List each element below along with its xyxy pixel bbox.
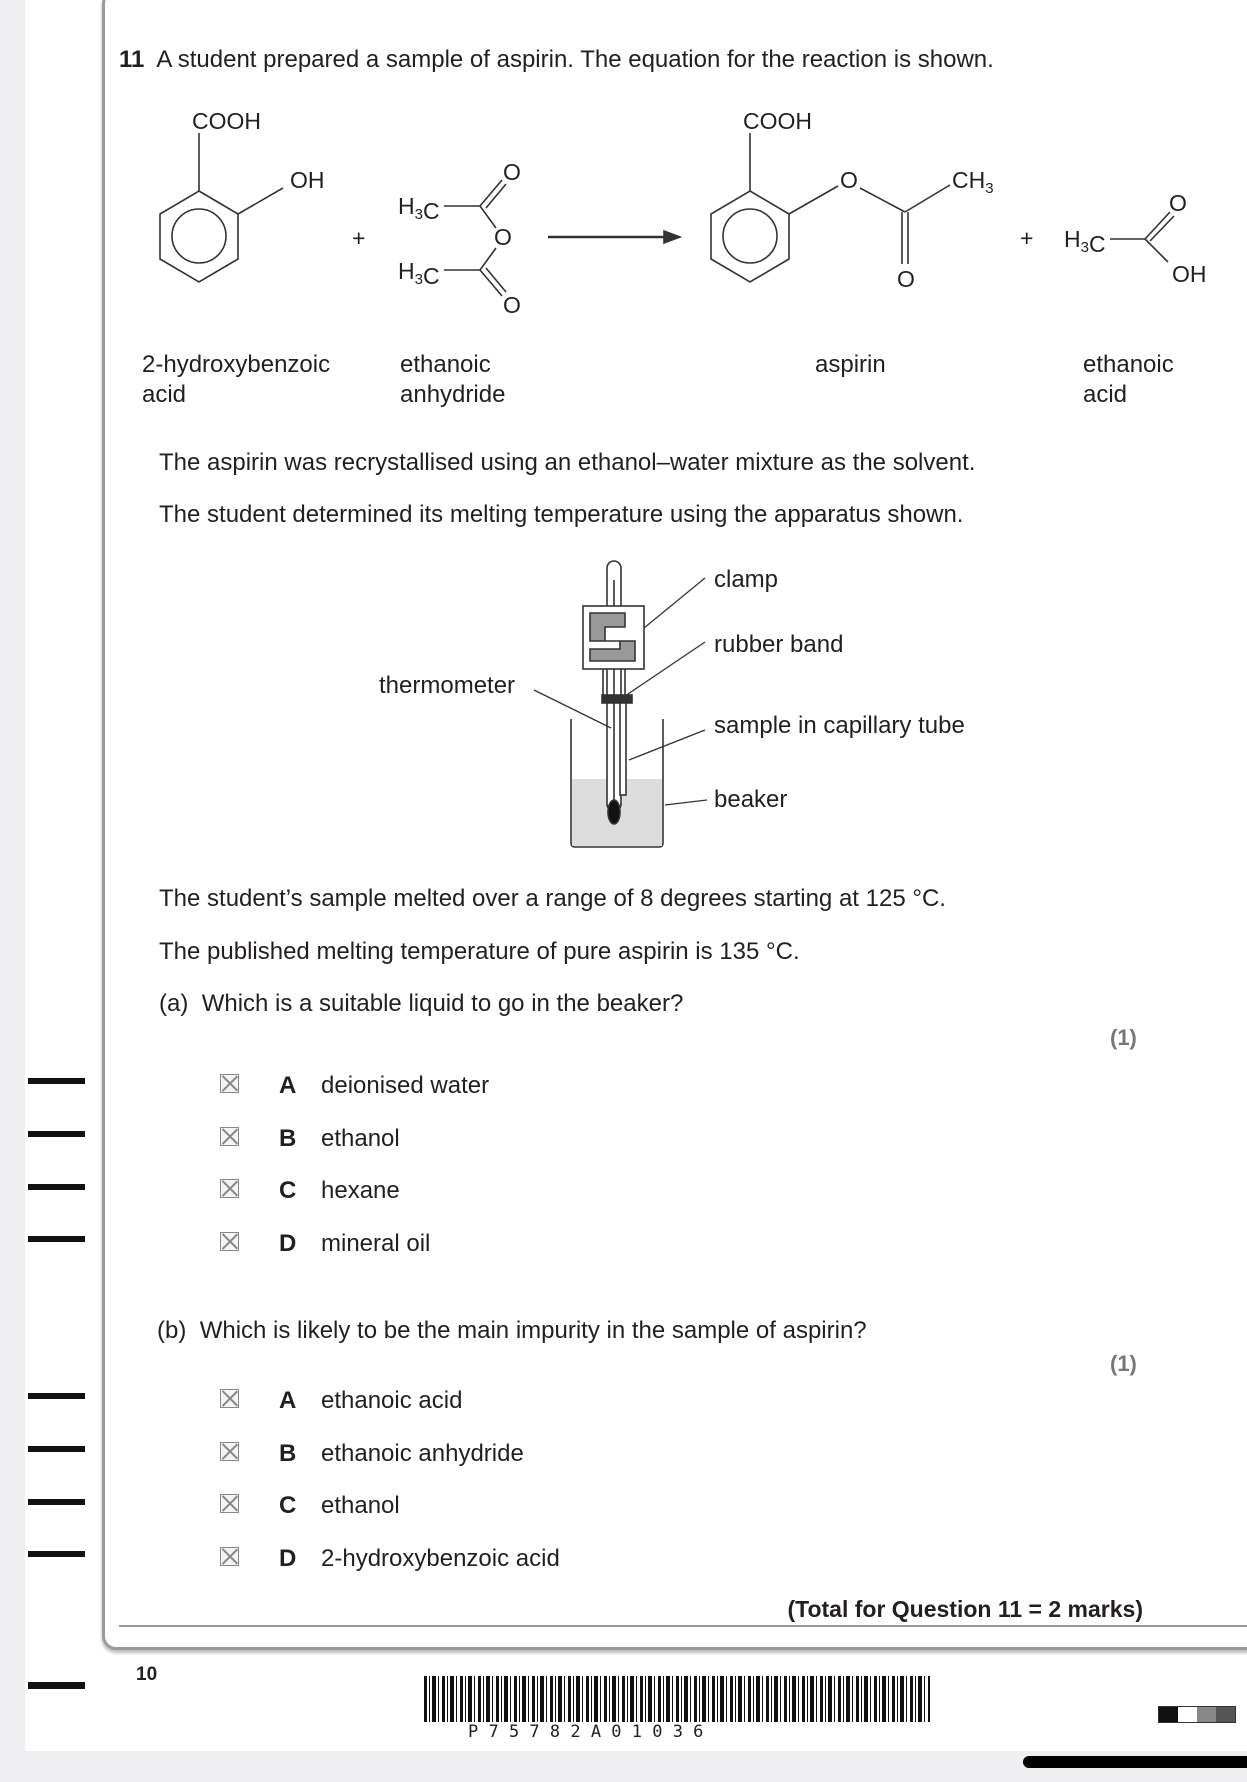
- aspirin-structure: [711, 133, 950, 282]
- option-b-checkbox[interactable]: [220, 1127, 239, 1146]
- part-a-question: [159, 992, 683, 1016]
- plus-sign: +: [1020, 225, 1034, 251]
- option-letter: A: [279, 1072, 297, 1099]
- option-c-checkbox[interactable]: [220, 1179, 239, 1198]
- option-text: mineral oil: [321, 1230, 431, 1257]
- total-marks: (Total for Question 11 = 2 marks): [787, 1596, 1143, 1622]
- question-text: Which is a suitable liquid to go in the beaker?: [201, 990, 684, 1017]
- compound-name: ethanoic: [1083, 351, 1174, 378]
- margin-bar: [28, 1078, 85, 1084]
- o-label: O: [840, 167, 858, 193]
- option-d-checkbox[interactable]: [220, 1232, 239, 1251]
- option-text: ethanoic acid: [321, 1387, 463, 1414]
- option-letter: C: [279, 1177, 297, 1204]
- plus-sign: +: [352, 225, 366, 251]
- ethanoic-acid-structure: [1110, 212, 1174, 262]
- part-label: (b): [157, 1317, 187, 1344]
- beaker-label: beaker: [714, 786, 788, 813]
- page-marker-squares: [1158, 1706, 1236, 1723]
- compound-name: 2-hydroxybenzoic: [142, 351, 331, 378]
- clamp-label: clamp: [714, 566, 779, 593]
- option-letter: B: [279, 1125, 297, 1152]
- o-label: O: [503, 159, 521, 185]
- part-b-question: [157, 1319, 867, 1343]
- option-letter: A: [279, 1387, 297, 1414]
- hydroxybenzoic-structure: [160, 133, 283, 282]
- compound-name: aspirin: [815, 351, 886, 378]
- margin-bar: [28, 1446, 85, 1452]
- margin-bar: [28, 1499, 85, 1505]
- option-d-checkbox[interactable]: [220, 1547, 239, 1566]
- h3c-label: $H_3C$: [398, 258, 440, 289]
- paragraph: The student’s sample melted over a range of 8 degrees starting at 125 °C.: [159, 885, 946, 912]
- question-number: 11: [119, 46, 145, 73]
- option-letter: B: [279, 1440, 297, 1467]
- margin-bar: [28, 1393, 85, 1399]
- option-text: hexane: [321, 1177, 400, 1204]
- option-text: ethanoic anhydride: [321, 1440, 524, 1467]
- capillary-tube: [620, 700, 626, 795]
- option-text: ethanol: [321, 1125, 400, 1152]
- question-text: Which is likely to be the main impurity in the sample of aspirin?: [199, 1317, 867, 1344]
- oh-label: OH: [290, 167, 325, 193]
- margin-bar: [28, 1184, 85, 1190]
- option-text: deionised water: [321, 1072, 490, 1099]
- paragraph: The published melting temperature of pure aspirin is 135 °C.: [159, 938, 800, 965]
- margin-bar: [28, 1551, 85, 1557]
- thermometer-label: thermometer: [379, 672, 516, 699]
- option-c-checkbox[interactable]: [220, 1494, 239, 1513]
- compound-name: acid: [1083, 381, 1128, 408]
- barcode: [424, 1676, 930, 1722]
- marks-label: (1): [1110, 1351, 1137, 1376]
- paragraph: The student determined its melting temperature using the apparatus shown.: [159, 501, 964, 528]
- h3c-label: $H_3C$: [398, 193, 440, 224]
- paragraph: The aspirin was recrystallised using an ethanol–water mixture as the solvent.: [159, 449, 976, 476]
- o-label: O: [494, 224, 512, 250]
- page-number: 10: [136, 1664, 158, 1685]
- rubber-band: [602, 695, 632, 703]
- cooh-label: COOH: [192, 108, 261, 134]
- cooh-label: COOH: [743, 108, 812, 134]
- reaction-arrow: [548, 231, 680, 243]
- reaction-equation: [0, 0, 1247, 330]
- sample-label: sample in capillary tube: [714, 712, 965, 739]
- margin-bar: [28, 1682, 85, 1689]
- option-letter: D: [279, 1545, 297, 1572]
- option-b-checkbox[interactable]: [220, 1442, 239, 1461]
- stem-text: A student prepared a sample of aspirin. The equation for the reaction is shown.: [156, 46, 994, 73]
- margin-bar: [28, 1236, 85, 1242]
- option-a-checkbox[interactable]: [220, 1074, 239, 1093]
- o-label: O: [503, 292, 521, 318]
- option-letter: D: [279, 1230, 297, 1257]
- part-label: (a): [159, 990, 189, 1017]
- divider: [119, 1625, 1247, 1627]
- o-label: O: [897, 266, 915, 292]
- option-letter: C: [279, 1492, 297, 1519]
- marks-label: (1): [1110, 1025, 1137, 1050]
- compound-name: anhydride: [400, 381, 506, 408]
- ch3-label: $CH_3$: [952, 167, 994, 197]
- option-text: ethanol: [321, 1492, 400, 1519]
- rubber-band-label: rubber band: [714, 631, 844, 658]
- h3c-label: $H_3C$: [1064, 226, 1106, 257]
- apparatus-diagram: [0, 540, 1247, 860]
- o-label: O: [1169, 190, 1187, 216]
- compound-name: acid: [142, 381, 187, 408]
- oh-label: OH: [1172, 261, 1207, 287]
- scrollbar[interactable]: [1023, 1756, 1247, 1768]
- option-a-checkbox[interactable]: [220, 1389, 239, 1408]
- barcode-text: P 7 5 7 8 2 A 0 1 0 3 6: [468, 1722, 704, 1742]
- option-text: 2-hydroxybenzoic acid: [321, 1545, 560, 1572]
- margin-bar: [28, 1131, 85, 1137]
- compound-name: ethanoic: [400, 351, 491, 378]
